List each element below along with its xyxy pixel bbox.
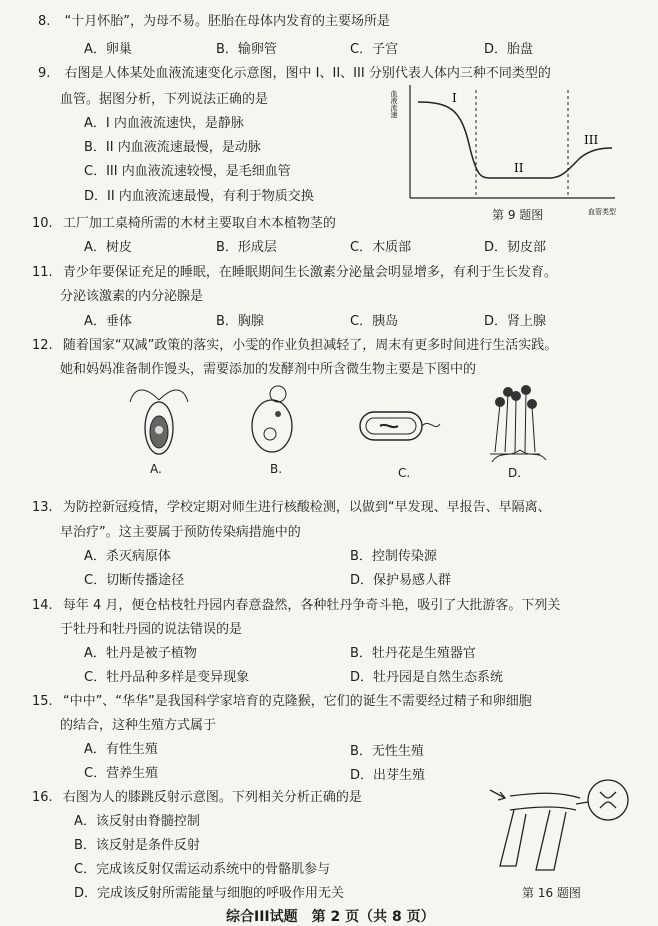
option-c: C．完成该反射仅需运动系统中的骨骼肌参与 (74, 862, 331, 877)
option-b: B．II 内血液流速最慢，是动脉 (84, 140, 261, 155)
question-10 (32, 212, 336, 231)
question-stem: 为防控新冠疫情，学校定期对师生进行核酸检测，以做到“早发现、早报告、早隔离、 (62, 500, 551, 515)
figure-d-label: D. (508, 466, 522, 480)
question-stem-cont: 分泌该激素的内分泌腺是 (60, 289, 204, 304)
option-d: D．II 内血液流速最慢，有利于物质交换 (84, 189, 314, 204)
option-d: D．韧皮部 (484, 240, 547, 255)
chlamydomonas-figure (124, 380, 194, 460)
option-d: D．保护易感人群 (350, 573, 452, 588)
option-b: B．胸腺 (216, 314, 264, 329)
question-stem: 右图是人体某处血液流速变化示意图，图中 I、II、III 分别代表人体内三种不同类型的 (64, 66, 551, 81)
question-number: 8. (38, 14, 51, 29)
question-number: 14. (32, 598, 53, 613)
option-a: A．树皮 (84, 240, 132, 255)
x-axis-label: 血管类型 (588, 208, 616, 216)
option-c: C．胰岛 (350, 314, 399, 329)
question-16 (32, 786, 362, 805)
option-d: D．出芽生殖 (350, 768, 426, 783)
question-number: 13. (32, 500, 53, 515)
question-stem: 随着国家“双减”政策的落实，小雯的作业负担减轻了，周末有更多时间进行生活实践。 (62, 338, 558, 353)
option-a: A．有性生殖 (84, 742, 158, 757)
question-stem-cont: 早治疗”。这主要属于预防传染病措施中的 (60, 525, 301, 540)
y-axis-label: 血液流速 (390, 90, 398, 118)
question-8 (38, 10, 390, 29)
option-a: A．牡丹是被子植物 (84, 646, 197, 661)
option-a: A．卵巢 (84, 42, 132, 57)
option-a: A．该反射由脊髓控制 (74, 814, 200, 829)
question-11 (32, 261, 557, 280)
question-stem: 青少年要保证充足的睡眠，在睡眠期间生长激素分泌量会明显增多，有利于生长发育。 (62, 265, 557, 280)
question-number: 9. (38, 66, 51, 81)
label-ii: II (514, 161, 524, 175)
blood-flow-figure (390, 80, 630, 220)
question-15 (32, 690, 532, 709)
option-b: B．控制传染源 (350, 549, 437, 564)
question-stem: 右图为人的膝跳反射示意图。下列相关分析正确的是 (62, 790, 362, 805)
figure-16-caption: 第 16 题图 (522, 886, 581, 900)
option-d: D．完成该反射所需能量与细胞的呼吸作用无关 (74, 886, 345, 901)
knee-reflex-figure (470, 770, 630, 880)
question-number: 12. (32, 338, 53, 353)
option-a: A．垂体 (84, 314, 132, 329)
option-b: B．牡丹花是生殖器官 (350, 646, 476, 661)
option-d: D．牡丹园是自然生态系统 (350, 670, 504, 685)
question-stem-cont: 她和妈妈准备制作馒头，需要添加的发酵剂中所含微生物主要是下图中的 (60, 362, 477, 377)
option-c: C．切断传播途径 (84, 573, 185, 588)
figure-9-caption: 第 9 题图 (492, 208, 544, 222)
question-stem: “十月怀胎”，为母不易。胚胎在母体内发育的主要场所是 (64, 14, 391, 29)
question-12 (32, 334, 557, 353)
question-14 (32, 594, 560, 613)
question-9 (38, 62, 551, 81)
question-stem: 工厂加工桌椅所需的木材主要取自木本植物茎的 (62, 216, 336, 231)
option-d: D．肾上腺 (484, 314, 547, 329)
figure-a-label: A. (150, 462, 162, 476)
question-stem: 每年 4 月，便仓枯枝牡丹园内春意盎然，各种牡丹争奇斗艳，吸引了大批游客。下列关 (62, 598, 561, 613)
option-a: A．I 内血液流速快，是静脉 (84, 116, 244, 131)
option-c: C．营养生殖 (84, 766, 159, 781)
figure-c-label: C. (398, 466, 411, 480)
label-i: I (452, 91, 457, 105)
question-13 (32, 496, 551, 515)
question-number: 15. (32, 694, 53, 709)
option-b: B．形成层 (216, 240, 277, 255)
option-b: B．输卵管 (216, 42, 277, 57)
label-iii: III (584, 133, 599, 147)
question-number: 11. (32, 265, 53, 280)
figure-b-label: B. (270, 462, 283, 476)
option-c: C．III 内血液流速较慢，是毛细血管 (84, 164, 291, 179)
question-number: 10. (32, 216, 53, 231)
question-number: 16. (32, 790, 53, 805)
option-b: B．该反射是条件反射 (74, 838, 200, 853)
option-c: C．牡丹品种多样是变异现象 (84, 670, 250, 685)
option-d: D．胎盘 (484, 42, 534, 57)
option-b: B．无性生殖 (350, 744, 424, 759)
option-a: A．杀灭病原体 (84, 549, 171, 564)
page-footer: 综合III试题 第 2 页（共 8 页） (226, 909, 435, 925)
question-stem-cont: 血管。据图分析，下列说法正确的是 (60, 92, 269, 107)
bacterium-figure (352, 398, 442, 458)
question-stem: “中中”、“华华”是我国科学家培育的克隆猴，它们的诞生不需要经过精子和卵细胞 (62, 694, 532, 709)
question-stem-cont: 于牡丹和牡丹园的说法错误的是 (60, 622, 243, 637)
option-c: C．子宫 (350, 42, 399, 57)
mold-figure (480, 384, 550, 464)
option-c: C．木质部 (350, 240, 412, 255)
yeast-figure (244, 384, 304, 456)
question-stem-cont: 的结合，这种生殖方式属于 (60, 718, 217, 733)
